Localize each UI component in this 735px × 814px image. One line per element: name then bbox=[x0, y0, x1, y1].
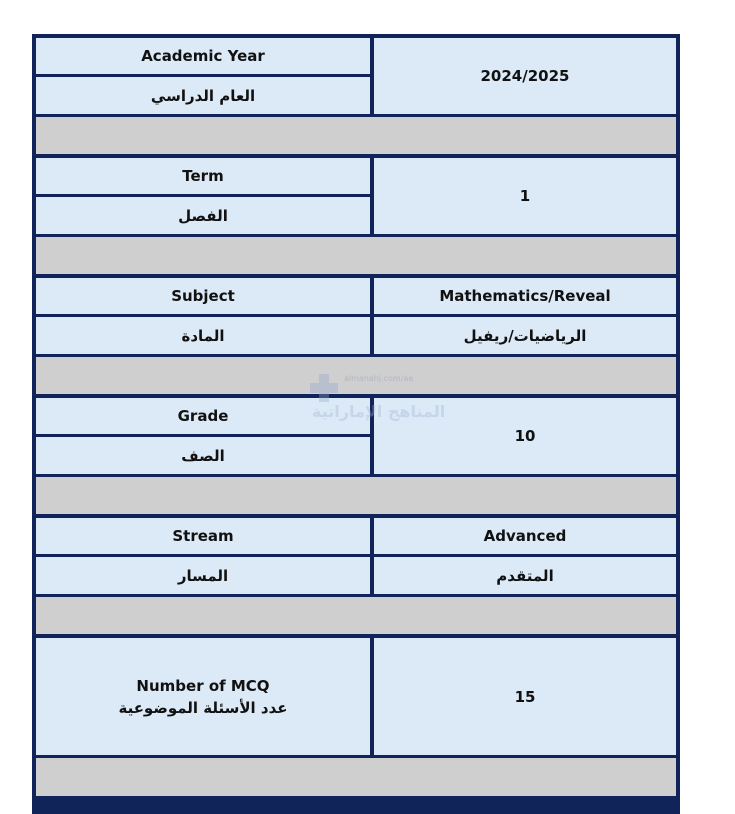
separator-row bbox=[36, 477, 676, 514]
term-value: 1 bbox=[374, 158, 676, 234]
grade-value: 10 bbox=[374, 398, 676, 474]
term-label-ar: الفصل bbox=[36, 197, 370, 234]
academic-year-label-ar: العام الدراسي bbox=[36, 77, 370, 114]
separator-row bbox=[36, 117, 676, 154]
separator-row bbox=[36, 237, 676, 274]
mcq-label-en: Number of MCQ bbox=[136, 676, 270, 695]
grade-label-ar: الصف bbox=[36, 437, 370, 474]
separator-row bbox=[36, 597, 676, 634]
watermark-name: المناهج الإماراتية bbox=[312, 402, 446, 421]
subject-label-en: Subject bbox=[36, 278, 370, 314]
separator-row bbox=[36, 357, 676, 394]
subject-label-ar: المادة bbox=[36, 317, 370, 354]
academic-year-label-en: Academic Year bbox=[36, 38, 370, 74]
mcq-label-ar: عدد الأسئلة الموضوعية bbox=[118, 698, 288, 717]
watermark-url: almanahj.com/ae bbox=[344, 374, 414, 383]
subject-value-ar: الرياضيات/ريفيل bbox=[374, 317, 676, 354]
stream-label-ar: المسار bbox=[36, 557, 370, 594]
stream-value-ar: المتقدم bbox=[374, 557, 676, 594]
mcq-value: 15 bbox=[374, 638, 676, 755]
stream-label-en: Stream bbox=[36, 518, 370, 554]
academic-year-value: 2024/2025 bbox=[374, 38, 676, 114]
info-table bbox=[32, 34, 680, 814]
stream-value-en: Advanced bbox=[374, 518, 676, 554]
term-label-en: Term bbox=[36, 158, 370, 194]
grade-label-en: Grade bbox=[36, 398, 370, 434]
subject-value-en: Mathematics/Reveal bbox=[374, 278, 676, 314]
separator-row bbox=[36, 758, 676, 796]
mcq-label bbox=[36, 638, 370, 755]
